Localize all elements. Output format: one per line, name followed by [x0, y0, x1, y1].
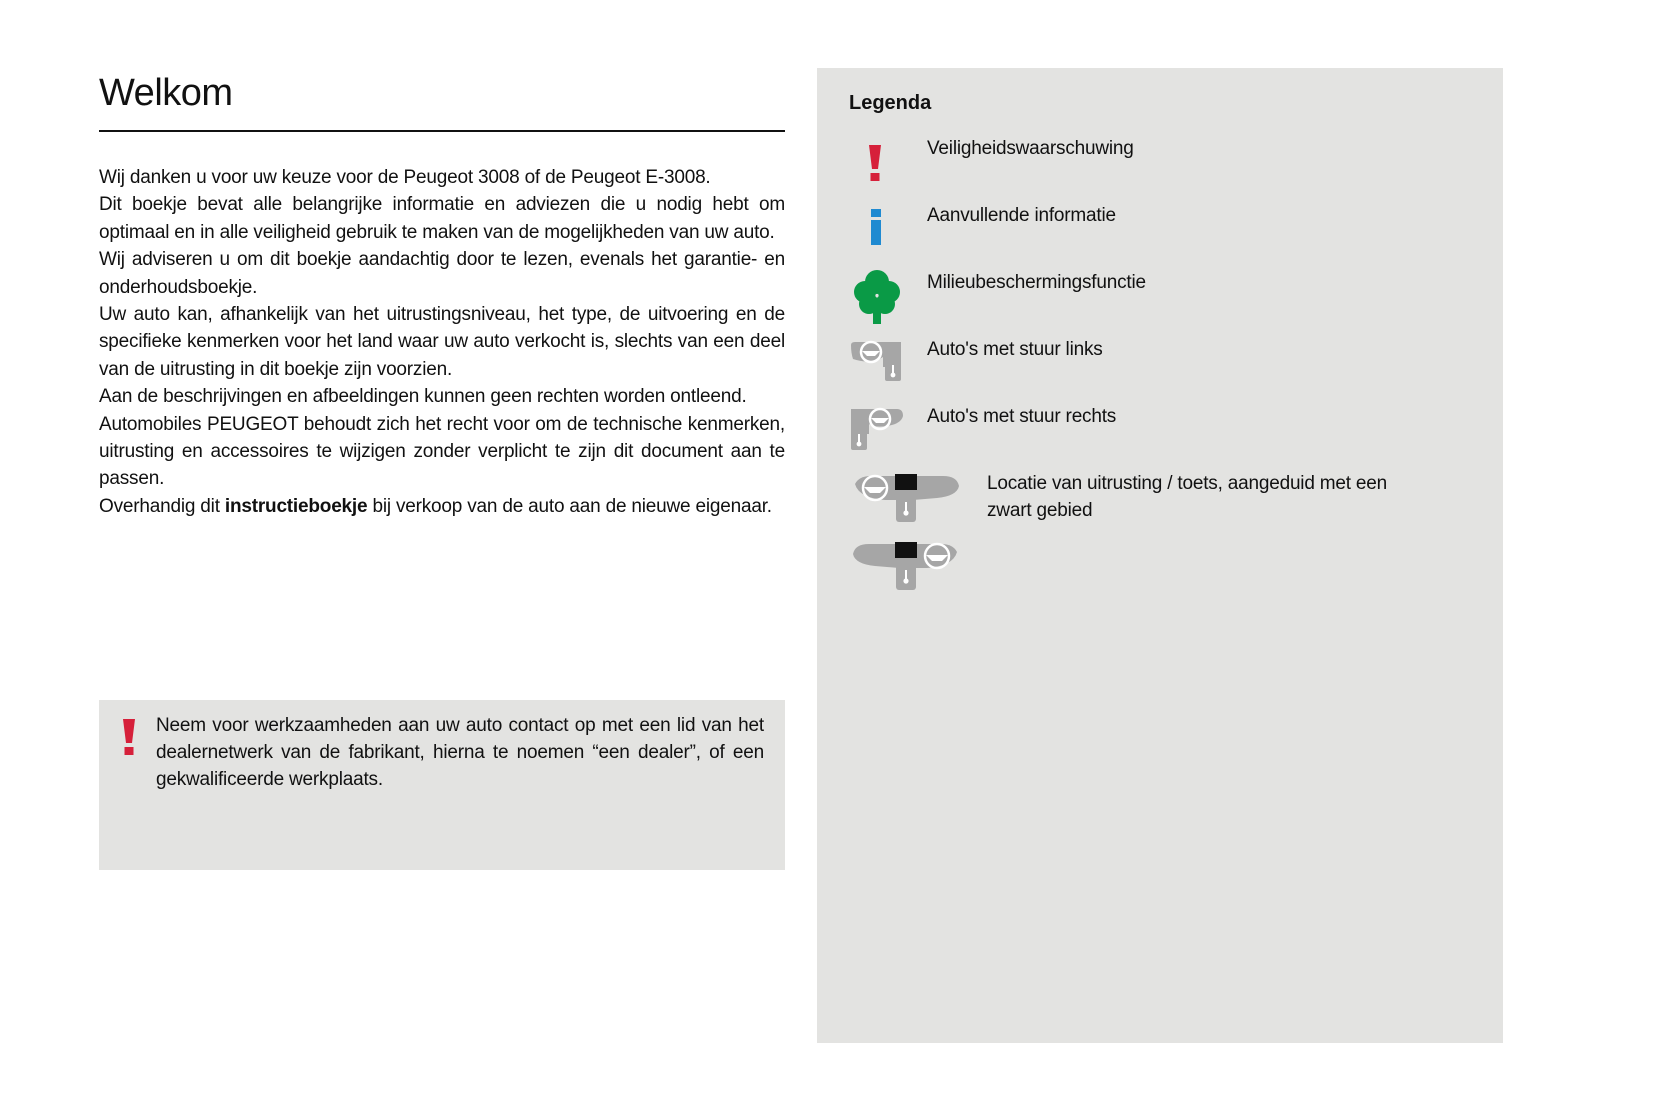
legend-title: Legenda	[849, 92, 932, 114]
intro-paragraph-7-bold: instructieboekje	[224, 495, 368, 517]
legend-label-right-hand-drive: Auto's met stuur rechts	[927, 406, 1117, 427]
intro-paragraph-2: Dit boekje bevat alle belangrijke informatie en adviezen die u nodig hebt om optimaal en in alle veiligheid gebruik te maken van de mogelijkheden van uw auto.	[99, 194, 785, 243]
dashboard-location-left-icon	[851, 472, 961, 529]
info-icon	[869, 208, 883, 251]
legend-label-left-hand-drive: Auto's met stuur links	[927, 339, 1103, 360]
intro-paragraph-6: Automobiles PEUGEOT behoudt zich het recht voor om de technische kenmerken, uitrusting en accessoires te wijzigen zonder verplicht te zijn dit document aan te passen.	[99, 413, 785, 490]
legend-label-equipment-location: Locatie van uitrusting / toets, aangeduid met een zwart gebied	[987, 473, 1388, 521]
intro-paragraph-5: Aan de beschrijvingen en afbeeldingen kunnen geen rechten worden ontleend.	[99, 386, 747, 408]
dashboard-location-right-icon	[851, 540, 961, 597]
intro-paragraph-3: Wij adviseren u om dit boekje aandachtig door te lezen, evenals het garantie- en onderhoudsboekje.	[99, 249, 785, 298]
exclamation-icon	[867, 144, 883, 187]
intro-paragraph-7	[99, 493, 785, 520]
exclamation-icon	[121, 718, 137, 761]
left-hand-drive-icon	[849, 339, 905, 388]
legend-label-safety-warning: Veiligheidswaarschuwing	[927, 138, 1134, 159]
right-hand-drive-icon	[849, 406, 905, 457]
legend-label-environment: Milieubeschermingsfunctie	[927, 272, 1146, 293]
legend-label-additional-info: Aanvullende informatie	[927, 205, 1116, 226]
legend-panel	[817, 68, 1503, 1043]
intro-paragraph-7-start: Overhandig dit	[99, 495, 225, 517]
title-divider	[99, 130, 785, 132]
intro-paragraph-7-end: bij verkoop van de auto aan de nieuwe eigenaar.	[367, 495, 772, 517]
page-title: Welkom	[99, 72, 233, 114]
intro-text	[99, 164, 785, 520]
intro-paragraph-4: Uw auto kan, afhankelijk van het uitrustingsniveau, het type, de uitvoering en de specifieke kenmerken voor het land waar uw auto verkocht is, slechts van een deel van de uitrusting in dit boekje zijn voorzien.	[99, 304, 785, 380]
warning-text: Neem voor werkzaamheden aan uw auto contact op met een lid van het dealernetwerk van de fabrikant, hierna te noemen “een dealer”, of een gekwalificeerde werkplaats.	[156, 715, 764, 790]
warning-box	[99, 700, 785, 870]
tree-icon	[853, 268, 901, 329]
intro-paragraph-1: Wij danken u voor uw keuze voor de Peugeot 3008 of de Peugeot E-3008.	[99, 167, 711, 188]
